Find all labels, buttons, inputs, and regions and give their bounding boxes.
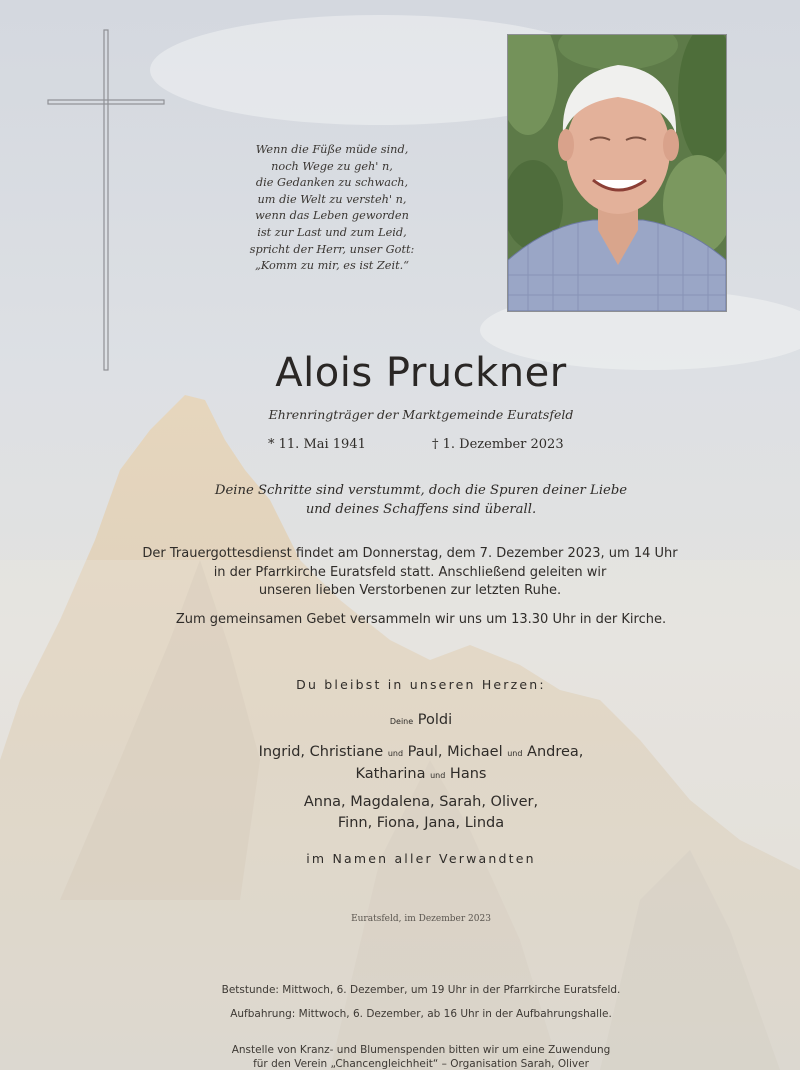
grandchildren-line: Anna, Magdalena, Sarah, Oliver, [303,794,539,810]
note-donation: Anstelle von Kranz- und Blumenspenden bitten wir um eine Zuwendung [231,1044,611,1056]
poem-line: spricht der Herr, unser Gott: [249,242,415,256]
note-donation: für den Verein „Chancengleichheit“ – Organisation Sarah, Oliver [253,1058,589,1070]
birth-date: * 11. Mai 1941 [268,437,366,452]
service-line: unseren lieben Verstorbenen zur letzten Ruhe. [258,583,562,598]
and-label: und [387,749,404,758]
deine-label: Deine [389,717,414,726]
relatives-line: im Namen aller Verwandten [306,851,536,866]
grandchildren-line: Finn, Fiona, Jana, Linda [337,815,505,831]
service-line: Der Trauergottesdienst findet am Donnerstag, dem 7. Dezember 2023, um 14 Uhr [142,546,678,561]
poem-line: um die Welt zu versteh' n, [257,192,407,206]
poem-line: „Komm zu mir, es ist Zeit.“ [255,259,409,273]
honor-title: Ehrenringträger der Marktgemeinde Euratsfeld [268,407,574,422]
spouse-name: Poldi [417,712,453,728]
quote-line: und deines Schaffens sind überall. [305,502,537,517]
family-children [0,742,800,786]
poem-line: ist zur Last und zum Leid, [257,225,407,239]
poem-line: wenn das Leben geworden [255,209,409,223]
memorial-quote [0,481,800,519]
place-date: Euratsfeld, im Dezember 2023 [351,914,491,924]
poem-line: Wenn die Füße müde sind, [255,143,409,156]
hearts-heading: Du bleibst in unseren Herzen: [296,677,546,692]
family-names: Paul, Michael [407,744,503,760]
family-names: Ingrid, Christiane [258,744,384,760]
cross-icon [44,28,170,373]
poem-line: die Gedanken zu schwach, [255,176,409,190]
note-prayer-hour: Betstunde: Mittwoch, 6. Dezember, um 19 Uhr in der Pfarrkirche Euratsfeld. [221,984,621,996]
note-viewing: Aufbahrung: Mittwoch, 6. Dezember, ab 16 Uhr in der Aufbahrungshalle. [230,1008,612,1020]
service-line: in der Pfarrkirche Euratsfeld statt. Anschließend geleiten wir [213,564,607,580]
family-spouse [0,710,800,732]
portrait-photo [507,34,727,312]
and-label: und [507,749,523,758]
funeral-service-info [0,545,800,601]
poem [196,142,468,275]
quote-line: Deine Schritte sind verstummt, doch die Spuren deiner Liebe [214,483,628,498]
family-names: Katharina [355,766,426,782]
family-names: Hans [449,766,487,782]
deceased-name: Alois Pruckner [275,350,567,396]
death-date: † 1. Dezember 2023 [432,437,564,452]
poem-line: noch Wege zu geh' n, [271,159,393,173]
family-grandchildren [0,792,800,834]
prayer-info: Zum gemeinsamen Gebet versammeln wir uns um 13.30 Uhr in der Kirche. [175,612,667,627]
family-names: Andrea, [527,744,584,760]
and-label: und [430,771,446,780]
